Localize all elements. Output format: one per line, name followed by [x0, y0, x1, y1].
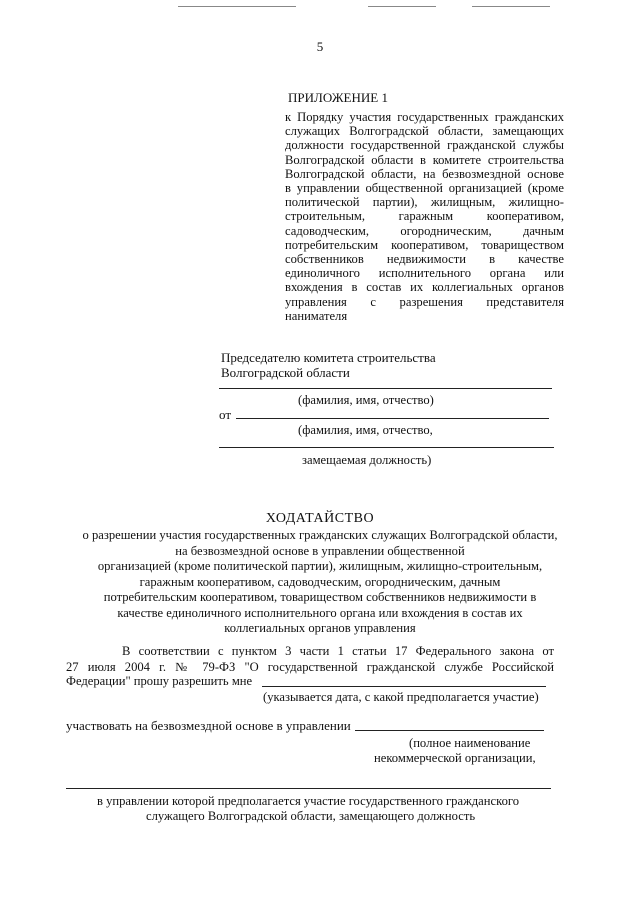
petition-paragraph [66, 644, 554, 675]
subject-line: о разрешении участия государственных гражданских служащих Волгоградской области, [82, 528, 558, 542]
subject-line: на безвозмездной основе в управлении общественной [175, 543, 465, 558]
appendix-line: нанимателя [285, 308, 348, 323]
paragraph-line: 27 июля 2004 г. № 79-ФЗ "О государственной гражданской службе Российской [66, 659, 554, 674]
participate-text: участвовать на безвозмездной основе в управлении [66, 718, 351, 733]
organization-caption: (полное наименование [409, 736, 531, 750]
appendix-line: строительным, гаражным кооперативом, [285, 209, 564, 224]
scan-edge-rule [368, 6, 436, 7]
appendix-line: политической партии), жилищным, жилищно- [285, 195, 564, 210]
appendix-line: в управлении общественной организацией (кроме [285, 181, 564, 196]
addressee-line: Председателю комитета строительства [221, 350, 436, 365]
appendix-line: собственников недвижимости в качестве [285, 252, 564, 267]
scan-edge-rule [178, 6, 296, 7]
document-title: ХОДАТАЙСТВО [265, 511, 375, 526]
final-caption: служащего Волгоградской области, замещающего должность [146, 809, 476, 823]
page-number: 5 [316, 39, 324, 54]
subject-line: коллегиальных органов управления [224, 621, 416, 635]
subject-line: гаражным кооперативом, садоводческим, огородническим, дачным [139, 574, 501, 589]
from-label: от [219, 407, 232, 422]
appendix-line: потребительским кооперативом, товариществом [285, 237, 564, 252]
subject-line: потребительским кооперативом, товариществом собственников недвижимости в [103, 590, 537, 604]
organization-caption: некоммерческой организации, [374, 751, 536, 765]
appendix-line: к Порядку участия государственных гражданских [285, 110, 564, 124]
appendix-line: должности государственной гражданской службы [285, 138, 564, 153]
appendix-line: единоличного исполнительного органа или [285, 266, 564, 281]
appendix-line: служащих Волгоградской области, замещающих [285, 124, 564, 139]
petition-subject [0, 528, 640, 637]
appendix-title: ПРИЛОЖЕНИЕ 1 [288, 90, 388, 105]
appendix-line: управления с разрешения представителя [285, 294, 564, 309]
appendix-description [285, 110, 564, 323]
appendix-line: садоводческим, огородническим, дачным [285, 223, 564, 238]
subject-line: организацией (кроме политической партии), жилищным, жилищно-строительным, [97, 559, 543, 573]
name-blank-line[interactable] [219, 388, 552, 389]
position-blank-line[interactable] [219, 447, 554, 448]
appendix-line: Волгоградской области, на безвозмездной основе [285, 166, 564, 181]
appendix-line: вхождения в состав их коллегиальных органов [285, 280, 564, 295]
subject-line: качестве единоличного исполнительного органа или вхождения в состав их [117, 605, 523, 620]
paragraph-line: В соответствии с пунктом 3 части 1 статьи 17 Федерального закона от [122, 644, 554, 658]
position-caption: замещаемая должность) [302, 453, 432, 467]
from-blank-line[interactable] [236, 418, 549, 419]
final-caption: в управлении которой предполагается участие государственного гражданского [97, 794, 520, 808]
date-caption: (указывается дата, с какой предполагается участие) [263, 690, 539, 704]
organization-full-blank-line[interactable] [66, 788, 551, 789]
appendix-line: Волгоградской области в комитете строительства [285, 152, 564, 167]
name-caption: (фамилия, имя, отчество) [298, 393, 434, 407]
scan-edge-rule [472, 6, 550, 7]
date-blank-line[interactable] [262, 686, 546, 687]
paragraph-line: Федерации" прошу разрешить мне [66, 674, 253, 688]
name-position-caption: (фамилия, имя, отчество, [298, 423, 433, 437]
addressee-line: Волгоградской области [221, 365, 350, 380]
organization-blank-line[interactable] [355, 730, 544, 731]
